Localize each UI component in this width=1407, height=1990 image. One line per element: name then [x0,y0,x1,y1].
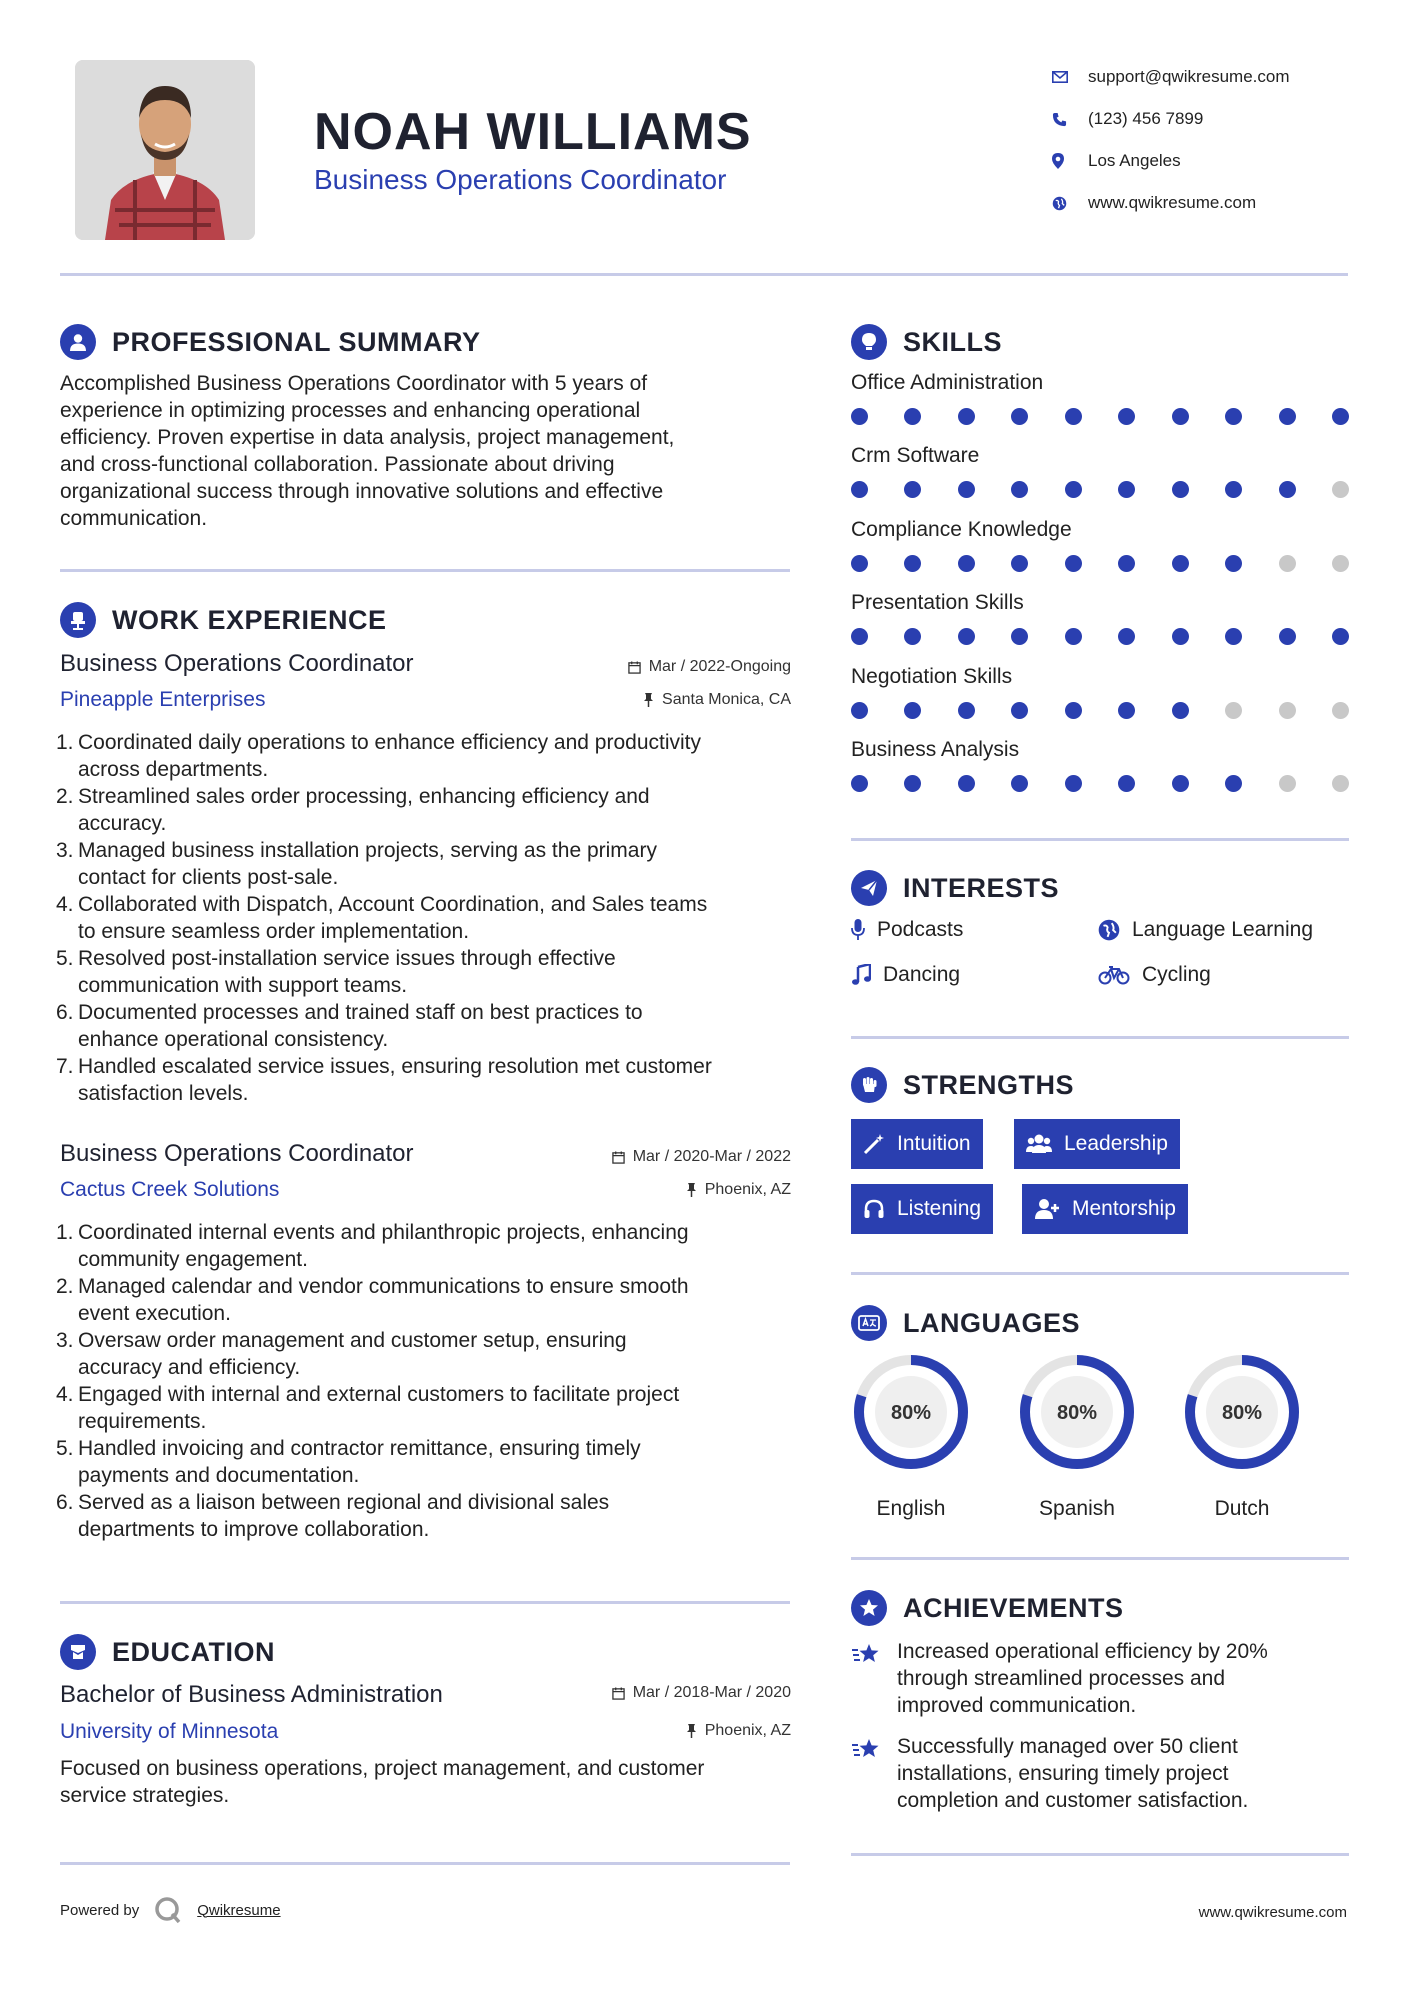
calendar-icon [612,1151,625,1164]
education-location [686,1722,791,1740]
list-item: 3. Oversaw order management and customer setup, ensuring accuracy and efficiency. [56,1329,627,1379]
pushpin-icon [686,1724,697,1738]
award-star-icon [851,1590,887,1626]
languages-title: LANGUAGES [903,1307,1081,1338]
calendar-icon [628,661,641,674]
rating-dot-filled [1118,702,1135,719]
skill-rating [851,408,1349,425]
rating-dot-filled [1172,408,1189,425]
list-item: 5. Handled invoicing and contractor remittance, ensuring timely payments and documentation. [56,1437,641,1487]
skill-name: Office Administration [851,371,1044,394]
strength-label: Intuition [897,1132,971,1155]
rating-dot-filled [1225,408,1242,425]
rating-dot-filled [958,408,975,425]
language-item [849,1350,973,1521]
rating-dot-filled [1279,481,1296,498]
envelope-icon [1050,71,1088,83]
job-company: Cactus Creek Solutions [60,1178,280,1201]
achievement-line: Successfully managed over 50 client [897,1735,1238,1758]
map-pin-icon [1050,153,1088,169]
rating-dot-filled [958,702,975,719]
rating-dot-filled [958,628,975,645]
user-plus-icon [1034,1198,1060,1220]
star-burst-icon [851,1638,897,1719]
rating-dot-filled [1011,775,1028,792]
strength-label: Mentorship [1072,1197,1176,1220]
language-card-icon [851,1305,887,1341]
rating-dot-empty [1225,702,1242,719]
summary-divider [60,569,790,572]
rating-dot-filled [904,775,921,792]
language-percent: 80% [1221,1402,1263,1424]
rating-dot-filled [851,702,868,719]
interest-label: Podcasts [877,918,964,941]
job-dates-text: Mar / 2022-Ongoing [648,658,791,675]
language-item [1015,1350,1139,1521]
strengths-title: STRENGTHS [903,1069,1075,1100]
rating-dot-filled [1225,775,1242,792]
rating-dot-filled [1118,408,1135,425]
rating-dot-filled [1172,628,1189,645]
users-icon [1026,1133,1052,1155]
contact-block [1050,56,1350,224]
contact-location-text: Los Angeles [1088,151,1181,170]
achievements-title: ACHIEVEMENTS [903,1592,1124,1623]
list-item: 5. Resolved post-installation service issues through effective communication with support teams. [56,947,616,997]
phone-icon [1050,112,1088,127]
list-item: 2. Streamlined sales order processing, enhancing efficiency and accuracy. [56,785,650,835]
strength-label: Listening [897,1197,982,1220]
bicycle-icon [1098,965,1130,985]
header-divider [60,273,1348,276]
rating-dot-filled [1172,702,1189,719]
rating-dot-filled [1065,408,1082,425]
strength-badge [1014,1119,1180,1169]
candidate-title: Business Operations Coordinator [314,164,727,195]
skill-rating [851,555,1349,572]
contact-email-text: support@qwikresume.com [1088,67,1290,86]
languages-heading [851,1305,1080,1341]
rating-dot-filled [851,555,868,572]
interest-dancing [851,963,960,987]
achievement-item [851,1638,1341,1719]
skill-rating [851,628,1349,645]
rating-dot-empty [1332,775,1349,792]
contact-website-text: www.qwikresume.com [1088,193,1257,212]
contact-email[interactable] [1050,56,1350,98]
rating-dot-filled [904,481,921,498]
job-duties [56,1219,800,1543]
rating-dot-filled [1065,775,1082,792]
footer-powered-by [60,1895,281,1925]
strengths-divider [851,1272,1349,1275]
rating-dot-filled [904,702,921,719]
rating-dot-filled [1172,775,1189,792]
rating-dot-filled [1172,481,1189,498]
language-name: Spanish [1039,1497,1115,1520]
rating-dot-filled [1118,775,1135,792]
rating-dot-filled [1118,555,1135,572]
rating-dot-filled [958,555,975,572]
contact-phone-text: (123) 456 7899 [1088,109,1204,128]
skills-title: SKILLS [903,326,1003,357]
rating-dot-filled [1279,408,1296,425]
pushpin-icon [643,693,654,707]
profile-photo [75,60,255,240]
language-name: English [876,1497,946,1520]
summary-line: organizational success through innovative solutions and effective [60,480,664,503]
skill-name: Negotiation Skills [851,664,1013,688]
rating-dot-filled [904,555,921,572]
rating-dot-filled [1011,628,1028,645]
job-location [643,691,791,709]
list-item: 7. Handled escalated service issues, ensuring resolution met customer satisfaction levels. [56,1055,712,1105]
rating-dot-filled [1225,555,1242,572]
rating-dot-filled [851,775,868,792]
job-dates-text: Mar / 2020-Mar / 2022 [632,1148,791,1165]
lightbulb-icon [851,324,887,360]
language-ring [1015,1350,1139,1474]
microphone-icon [851,919,865,941]
list-item: 4. Engaged with internal and external customers to facilitate project requirements. [56,1383,680,1433]
strength-badge [1022,1184,1188,1234]
paper-plane-icon [851,870,887,906]
achievements-divider [851,1853,1349,1856]
rating-dot-empty [1279,775,1296,792]
rating-dot-filled [904,408,921,425]
rating-dot-filled [904,628,921,645]
degree-title: Bachelor of Business Administration [60,1681,443,1708]
list-item: 6. Documented processes and trained staff on best practices to enhance operational consistency. [56,1001,643,1051]
job-dates [612,1148,791,1166]
list-item: 6. Served as a liaison between regional and divisional sales departments to improve collaboration. [56,1491,610,1541]
footer-website[interactable]: www.qwikresume.com [1198,1904,1347,1921]
globe-icon [1050,196,1088,211]
graduation-icon [60,1634,96,1670]
rating-dot-filled [1065,481,1082,498]
skill-name: Presentation Skills [851,591,1024,615]
user-icon [60,324,96,360]
list-item: 1. Coordinated internal events and philanthropic projects, enhancing community engagement. [56,1221,689,1271]
experience-title: WORK EXPERIENCE [112,604,387,635]
strength-badge [851,1119,983,1169]
achievement-line: improved communication. [897,1694,1137,1717]
calendar-icon [612,1687,625,1700]
language-ring [1180,1350,1304,1474]
education-line: service strategies. [60,1784,230,1807]
job-location-text: Phoenix, AZ [704,1181,791,1198]
languages-divider [851,1557,1349,1560]
briefcase-chair-icon [60,602,96,638]
qwikresume-logo-icon [153,1895,183,1925]
rating-dot-filled [1011,481,1028,498]
rating-dot-filled [958,481,975,498]
achievements-heading [851,1590,1124,1626]
rating-dot-filled [1011,408,1028,425]
summary-line: communication. [60,507,208,530]
strength-badge [851,1184,993,1234]
fist-icon [851,1067,887,1103]
skill-name: Crm Software [851,444,980,468]
achievement-line: completion and customer satisfaction. [897,1789,1249,1812]
job-location [686,1181,791,1199]
language-name: Dutch [1214,1497,1270,1520]
rating-dot-filled [851,628,868,645]
summary-line: and cross-functional collaboration. Passionate about driving [60,453,615,476]
skill-rating [851,702,1349,719]
list-item: 3. Managed business installation projects, serving as the primary contact for clients post-sale. [56,839,657,889]
language-ring [849,1350,973,1474]
job-company: Pineapple Enterprises [60,688,266,711]
interest-label: Language Learning [1132,918,1314,941]
strengths-heading [851,1067,1074,1103]
job-title: Business Operations Coordinator [60,650,414,677]
magic-wand-icon [863,1133,885,1155]
achievement-line: Increased operational efficiency by 20% [897,1640,1268,1663]
job-location-text: Santa Monica, CA [662,691,791,708]
summary-line: efficiency. Proven expertise in data analysis, project management, [60,426,675,449]
rating-dot-filled [1225,481,1242,498]
rating-dot-filled [1065,555,1082,572]
skill-name: Business Analysis [851,738,1020,761]
powered-by-text: Powered by [60,1901,140,1919]
language-percent: 80% [1056,1402,1098,1424]
education-location-text: Phoenix, AZ [704,1722,791,1739]
interests-divider [851,1036,1349,1039]
rating-dot-empty [1279,555,1296,572]
rating-dot-filled [1279,628,1296,645]
achievement-line: through streamlined processes and [897,1667,1226,1690]
education-text [60,1755,800,1809]
rating-dot-filled [851,481,868,498]
education-dates-text: Mar / 2018-Mar / 2020 [632,1684,791,1701]
rating-dot-filled [958,775,975,792]
pushpin-icon [686,1183,697,1197]
rating-dot-filled [851,408,868,425]
interest-label: Dancing [883,963,961,986]
contact-phone[interactable] [1050,98,1350,140]
rating-dot-filled [1065,702,1082,719]
interests-title: INTERESTS [903,872,1060,903]
star-burst-icon [851,1733,897,1814]
contact-website[interactable] [1050,182,1350,224]
rating-dot-empty [1332,481,1349,498]
rating-dot-empty [1279,702,1296,719]
education-dates [612,1684,791,1702]
achievement-item [851,1733,1341,1814]
school-name: University of Minnesota [60,1720,279,1743]
skill-rating [851,481,1349,498]
summary-heading [60,324,481,360]
language-percent: 80% [890,1402,932,1424]
list-item: 4. Collaborated with Dispatch, Account Coordination, and Sales teams to ensure seamless order implementation. [56,893,708,943]
education-title: EDUCATION [112,1636,275,1667]
education-divider [60,1862,790,1865]
achievement-line: installations, ensuring timely project [897,1762,1229,1785]
interest-podcasts [851,918,963,942]
skills-heading [851,324,1002,360]
rating-dot-filled [1225,628,1242,645]
job-duties [56,729,800,1107]
strength-label: Leadership [1064,1132,1168,1155]
rating-dot-filled [1332,628,1349,645]
interest-language-learning [1098,918,1313,942]
experience-divider [60,1601,790,1604]
music-note-icon [851,964,871,986]
candidate-name: NOAH WILLIAMS [314,103,752,161]
job-dates [628,658,791,676]
summary-title: PROFESSIONAL SUMMARY [112,326,481,357]
summary-text [60,370,800,532]
interests-heading [851,870,1059,906]
job-title: Business Operations Coordinator [60,1140,414,1167]
rating-dot-filled [1118,628,1135,645]
interest-label: Cycling [1142,963,1211,986]
rating-dot-empty [1332,555,1349,572]
summary-line: experience in optimizing processes and enhancing operational [60,399,641,422]
list-item: 2. Managed calendar and vendor communications to ensure smooth event execution. [56,1275,689,1325]
skill-rating [851,775,1349,792]
summary-line: Accomplished Business Operations Coordinator with 5 years of [60,372,648,395]
rating-dot-filled [1011,702,1028,719]
globe-icon [1098,919,1120,941]
language-item [1180,1350,1304,1521]
headphones-icon [863,1198,885,1220]
rating-dot-filled [1065,628,1082,645]
education-line: Focused on business operations, project management, and customer [60,1757,705,1780]
skills-divider [851,838,1349,841]
rating-dot-filled [1332,408,1349,425]
rating-dot-filled [1011,555,1028,572]
skill-name: Compliance Knowledge [851,517,1072,541]
brand-link[interactable]: Qwikresume [197,1901,281,1919]
interest-cycling [1098,963,1211,987]
rating-dot-empty [1332,702,1349,719]
contact-location [1050,140,1350,182]
rating-dot-filled [1118,481,1135,498]
rating-dot-filled [1172,555,1189,572]
education-heading [60,1634,275,1670]
experience-heading [60,602,387,638]
list-item: 1. Coordinated daily operations to enhance efficiency and productivity across departments. [56,731,702,781]
